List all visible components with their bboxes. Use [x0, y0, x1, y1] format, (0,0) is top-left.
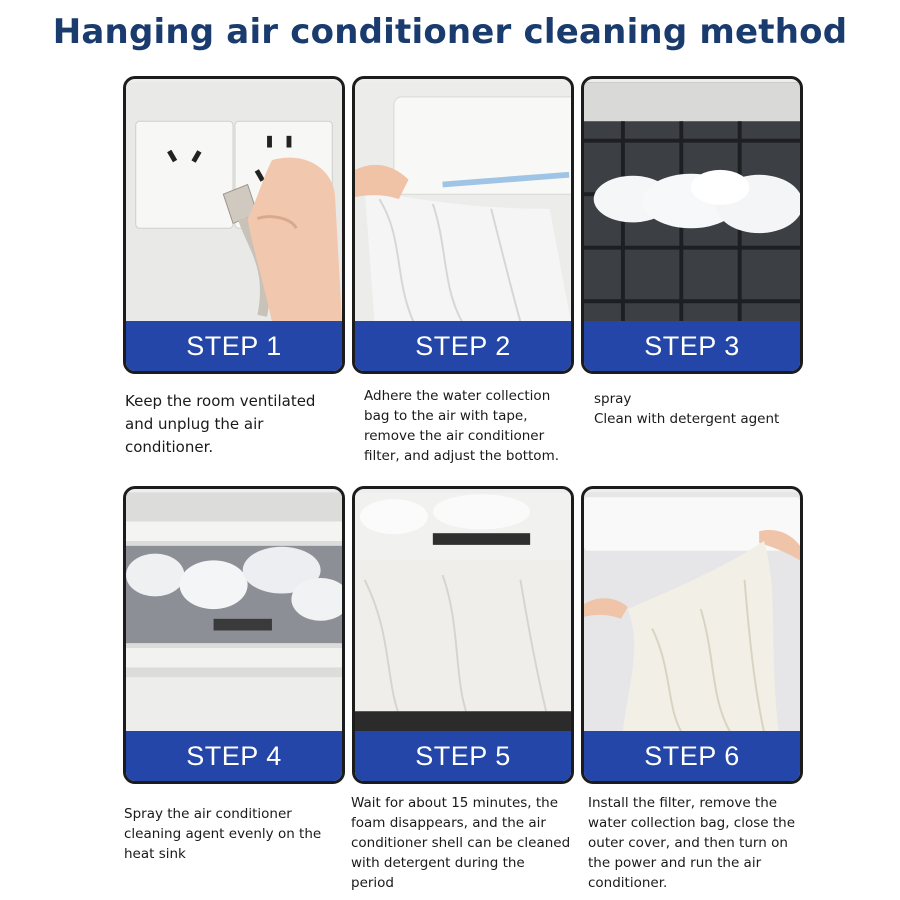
step-2-label: STEP 2: [355, 321, 571, 371]
step-6-card: [581, 486, 803, 784]
foam-spray-photo: [584, 79, 800, 325]
step-6-label: STEP 6: [584, 731, 800, 781]
step-2-description: Adhere the water collection bag to the air with tape, remove the air conditioner filter, and adjust the bottom.: [364, 388, 560, 464]
step-5-description: Wait for about 15 minutes, the foam disappears, and the air conditioner shell can be cleaned with detergent during the period: [351, 795, 571, 891]
page-title: Hanging air conditioner cleaning method: [52, 12, 848, 52]
unplug-socket-photo: [126, 79, 342, 325]
step-3-label: STEP 3: [584, 321, 800, 371]
step-3-card: [581, 76, 803, 374]
step-4-description: Spray the air conditioner cleaning agent evenly on the heat sink: [124, 806, 322, 862]
step-5-label: STEP 5: [355, 731, 571, 781]
water-bag-photo: [355, 79, 571, 325]
remove-bag-photo: [584, 489, 800, 735]
foam-heat-sink-photo: [126, 489, 342, 735]
foam-bag-photo: [355, 489, 571, 735]
step-6-description: Install the filter, remove the water collection bag, close the outer cover, and then turn on the power and run the air conditioner.: [588, 795, 796, 891]
step-1-label: STEP 1: [126, 321, 342, 371]
step-1-description: Keep the room ventilated and unplug the air conditioner.: [125, 392, 316, 456]
step-4-card: [123, 486, 345, 784]
step-5-card: [352, 486, 574, 784]
step-4-label: STEP 4: [126, 731, 342, 781]
step-3-description: spray Clean with detergent agent: [594, 391, 780, 427]
step-2-card: [352, 76, 574, 374]
step-1-card: [123, 76, 345, 374]
